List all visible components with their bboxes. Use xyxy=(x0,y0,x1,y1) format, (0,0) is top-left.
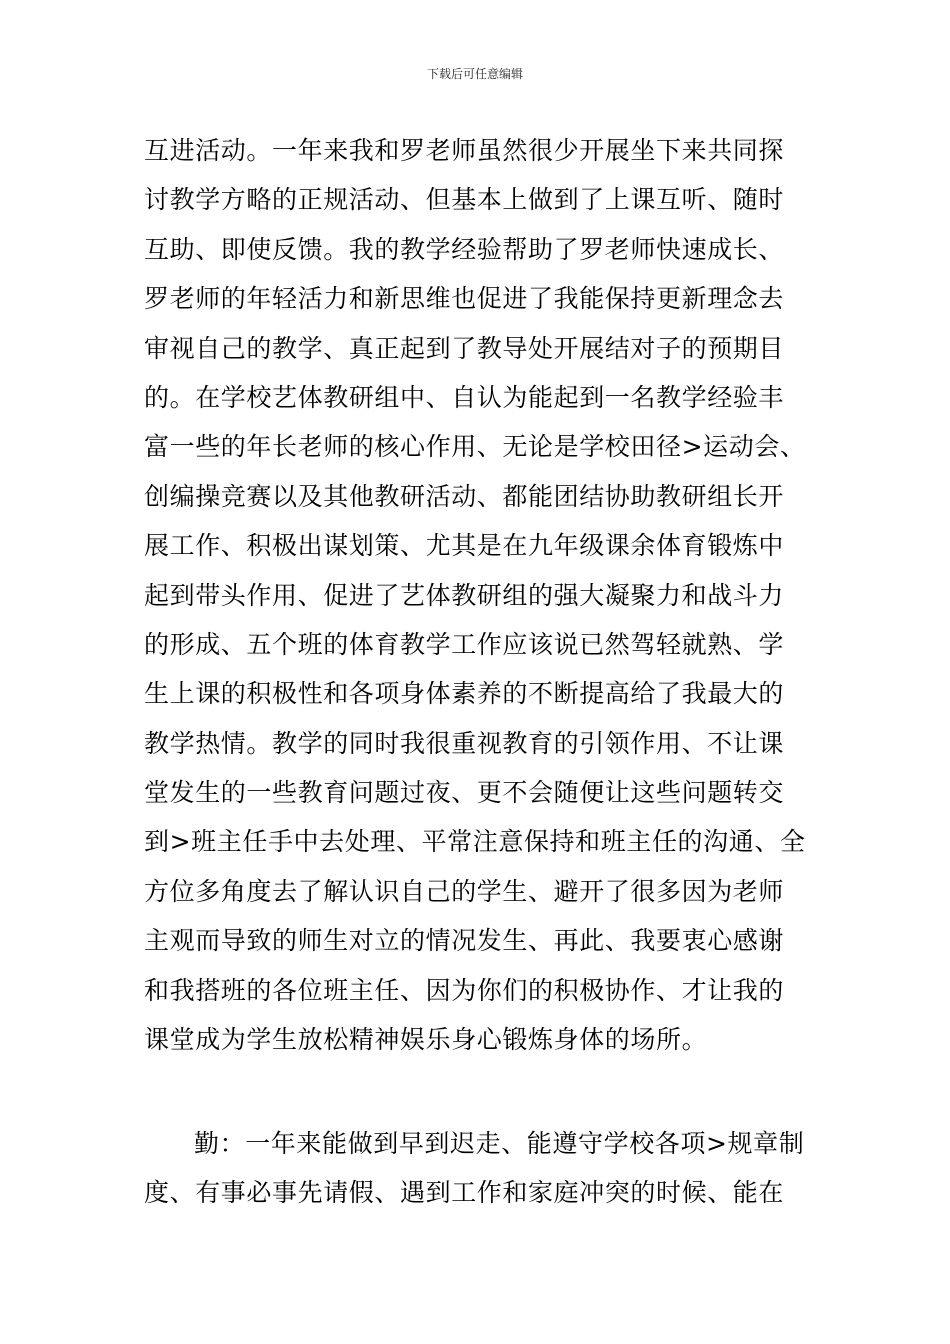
text-line: 堂发生的一些教育问题过夜、更不会随便让这些问题转交 xyxy=(144,778,785,808)
text-line: 勤：一年来能做到早到迟走、能遵守学校各项>规章制 xyxy=(194,1129,805,1158)
text-line: 讨教学方略的正规活动、但基本上做到了上课互听、随时 xyxy=(144,185,785,215)
text-line: 罗老师的年轻活力和新思维也促进了我能保持更新理念去 xyxy=(144,284,785,314)
page-header: 下载后可任意编辑 xyxy=(426,67,523,81)
text-line: 课堂成为学生放松精神娱乐身心锻炼身体的场所。 xyxy=(144,1025,708,1055)
text-line: 教学热情。教学的同时我很重视教育的引领作用、不让课 xyxy=(144,728,785,758)
text-line: 的形成、五个班的体育教学工作应该说已然驾轻就熟、学 xyxy=(144,629,785,659)
text-line: 富一些的年长老师的核心作用、无论是学校田径>运动会、 xyxy=(144,432,806,462)
text-line: 创编操竞赛以及其他教研活动、都能团结协助教研组长开 xyxy=(144,481,785,511)
body-paragraph-2 xyxy=(144,1119,814,1218)
text-line: 的。在学校艺体教研组中、自认为能起到一名教学经验丰 xyxy=(144,382,785,412)
body-paragraph-1 xyxy=(144,126,814,1064)
text-line: 审视自己的教学、真正起到了教导处开展结对子的预期目 xyxy=(144,333,785,363)
text-line: 互助、即使反馈。我的教学经验帮助了罗老师快速成长、 xyxy=(144,234,785,264)
text-line: 到>班主任手中去处理、平常注意保持和班主任的沟通、全 xyxy=(144,827,806,857)
text-line: 度、有事必事先请假、遇到工作和家庭冲突的时候、能在 xyxy=(144,1178,785,1208)
text-line: 方位多角度去了解认识自己的学生、避开了很多因为老师 xyxy=(144,876,785,906)
text-line: 和我搭班的各位班主任、因为你们的积极协作、才让我的 xyxy=(144,975,785,1005)
text-line: 展工作、积极出谋划策、尤其是在九年级课余体育锻炼中 xyxy=(144,531,785,561)
text-line: 生上课的积极性和各项身体素养的不断提高给了我最大的 xyxy=(144,679,785,709)
text-line: 主观而导致的师生对立的情况发生、再此、我要衷心感谢 xyxy=(144,926,785,956)
text-line: 起到带头作用、促进了艺体教研组的强大凝聚力和战斗力 xyxy=(144,580,785,610)
text-line: 互进活动。一年来我和罗老师虽然很少开展坐下来共同探 xyxy=(144,136,785,165)
